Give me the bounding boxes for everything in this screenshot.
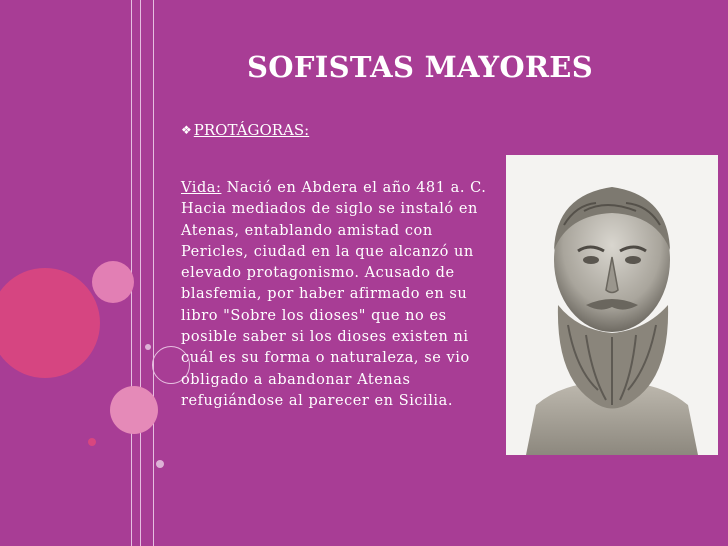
decor-circle-small-2 bbox=[88, 438, 96, 446]
body-paragraph bbox=[181, 178, 491, 412]
body-label: Vida: bbox=[181, 180, 222, 196]
decor-circle-medium-2 bbox=[110, 386, 158, 434]
body-text: Nació en Abdera el año 481 a. C. Hacia mediados de siglo se instaló en Atenas, entablando amistad con Pericles, ciudad en la que alcanzó un elevado protagonismo. Acusado de blasfemia, por haber afirmado en su libro "Sobre los dioses" que no es posible saber si los dioses existen ni cuál es su forma o naturaleza, se vio obligado a abandonar Atenas refugiándose al parecer en Sicilia. bbox=[181, 180, 487, 409]
slide-title: SOFISTAS MAYORES bbox=[247, 50, 593, 84]
decor-circle-dot bbox=[145, 344, 151, 350]
decor-circle-medium bbox=[92, 261, 134, 303]
bullet-label: PROTÁGORAS: bbox=[193, 121, 310, 139]
marble-bust-image bbox=[506, 155, 718, 455]
decor-circle-large bbox=[0, 268, 100, 378]
decor-line bbox=[140, 0, 141, 546]
decor-circle-small bbox=[156, 460, 164, 468]
bullet-item bbox=[181, 121, 309, 139]
decor-line bbox=[153, 0, 154, 546]
diamond-bullet-icon: ❖ bbox=[181, 123, 192, 137]
